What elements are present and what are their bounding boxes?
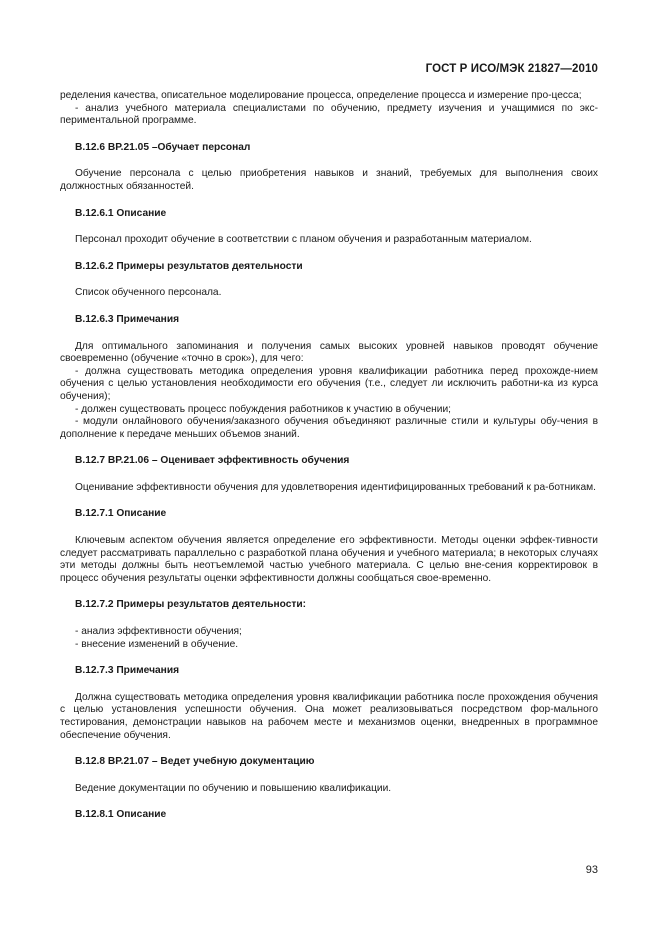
section-heading: B.12.7.2 Примеры результатов деятельности: xyxy=(75,599,307,611)
paragraph: - анализ эффективности обучения; xyxy=(75,626,242,638)
section-heading: B.12.6.3 Примечания xyxy=(75,313,180,325)
paragraph: - должна существовать методика определения уровня квалификации работника перед прохожде-нием обучения с целью установления необходимости его обучения (т.е., следует ли исключить работни-ка из курса обучения); xyxy=(60,365,598,402)
paragraph: Обучение персонала с целью приобретения навыков и знаний, требуемых для выполнения своих должностных обязанностей. xyxy=(60,168,598,192)
page-number: 93 xyxy=(585,864,598,876)
section-heading: B.12.7 BP.21.06 – Оценивает эффективность обучения xyxy=(75,455,350,467)
paragraph: Для оптимального запоминания и получения самых высоких уровней навыков проводят обучение своевременно (обучение «точно в срок»), для чего: xyxy=(60,340,598,365)
document-body xyxy=(60,90,598,822)
section-heading: B.12.6.2 Примеры результатов деятельности xyxy=(75,260,303,272)
paragraph: Ключевым аспектом обучения является определение его эффективности. Методы оценки эффек-тивности следует рассматривать параллельно с разработкой плана обучения и учебного материала; в некоторых случаях эти методы должны быть неотъемлемой частью учебного материала. С целью вне-сения корректировок в процесс обучения результаты оценки эффективности должны сообщаться свое-временно. xyxy=(60,535,598,584)
section-heading: B.12.6 BP.21.05 –Обучает персонал xyxy=(75,141,251,153)
section-heading: B.12.7.1 Описание xyxy=(75,508,167,520)
paragraph: - внесение изменений в обучение. xyxy=(75,638,239,650)
paragraph: - анализ учебного материала специалистами по обучению, предмету изучения и учащимися по экс-периментальной программе. xyxy=(60,102,598,127)
paragraph: ределения качества, описательное моделирование процесса, определение процесса и измерение про-цесса; xyxy=(60,90,582,101)
section-heading: B.12.6.1 Описание xyxy=(75,207,167,219)
paragraph: - должен существовать процесс побуждения работников к участию в обучении; xyxy=(75,403,451,415)
section-heading: B.12.7.3 Примечания xyxy=(75,665,180,677)
document-header: ГОСТ Р ИСО/МЭК 21827—2010 xyxy=(425,63,598,75)
paragraph: Персонал проходит обучение в соответствии с планом обучения и разработанным материалом. xyxy=(75,234,532,246)
section-heading: B.12.8.1 Описание xyxy=(75,809,167,821)
paragraph: Оценивание эффективности обучения для удовлетворения идентифицированных требований к ра-ботникам. xyxy=(75,481,596,493)
paragraph: Список обученного персонала. xyxy=(75,287,222,299)
section-heading: B.12.8 BP.21.07 – Ведет учебную документацию xyxy=(75,756,315,768)
paragraph: Должна существовать методика определения уровня квалификации работника после прохождения обучения с целью установления успешности обучения. Она может реализовываться посредством фор-мального тестирования, демонстрации навыков на рабочем месте и механизмов оценки, внедренных в программное обеспечение обучения. xyxy=(60,691,598,741)
paragraph: Ведение документации по обучению и повышению квалификации. xyxy=(75,782,392,794)
paragraph: - модули онлайнового обучения/заказного обучения объединяют различные стили и культуры обу-чения в дополнение к передаче меньших объемов знаний. xyxy=(60,416,598,440)
